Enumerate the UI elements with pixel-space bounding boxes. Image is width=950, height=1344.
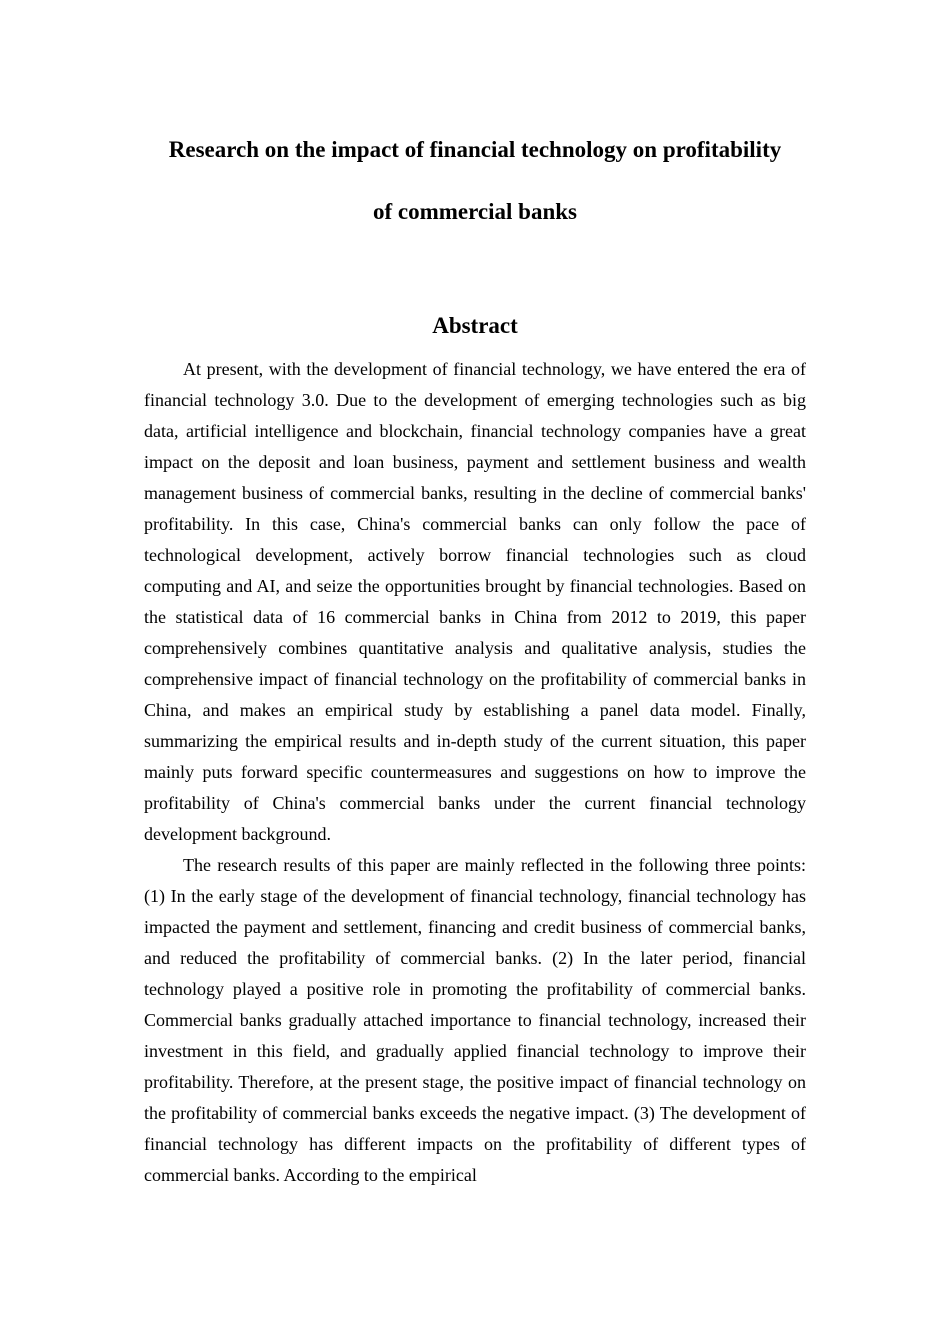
abstract-body [144,354,806,1191]
abstract-heading: Abstract [432,313,518,338]
abstract-paragraph-1: At present, with the development of financial technology, we have entered the era of financial technology 3.0. Due to the development of emerging technologies such as big data, artificial intelligence and blockchain, financial technology companies have a great impact on the deposit and loan business, payment and settlement business and wealth management business of commercial banks, resulting in the decline of commercial banks' profitability. In this case, China's commercial banks can only follow the pace of technological development, actively borrow financial technologies such as cloud computing and AI, and seize the opportunities brought by financial technologies. Based on the statistical data of 16 commercial banks in China from 2012 to 2019, this paper comprehensively combines quantitative analysis and qualitative analysis, studies the comprehensive impact of financial technology on the profitability of commercial banks in China, and makes an empirical study by establishing a panel data model. Finally, summarizing the empirical results and in-depth study of the current situation, this paper mainly puts forward specific countermeasures and suggestions on how to improve the profitability of China's commercial banks under the current financial technology development background. [144,359,806,844]
paper-title-line-2: of commercial banks [372,199,577,224]
abstract-paragraph-2: The research results of this paper are mainly reflected in the following three points: (1) In the early stage of the development of financial technology, financial technology has impacted the payment and settlement, financing and credit business of commercial banks, and reduced the profitability of commercial banks. (2) In the later period, financial technology played a positive role in promoting the profitability of commercial banks. Commercial banks gradually attached importance to financial technology, increased their investment in this field, and gradually applied financial technology to improve their profitability. Therefore, at the present stage, the positive impact of financial technology on the profitability of commercial banks exceeds the negative impact. (3) The development of financial technology has different impacts on the profitability of different types of commercial banks. According to the empirical [144,855,806,1185]
paper-title-line-1: Research on the impact of financial technology on profitability [168,137,782,162]
